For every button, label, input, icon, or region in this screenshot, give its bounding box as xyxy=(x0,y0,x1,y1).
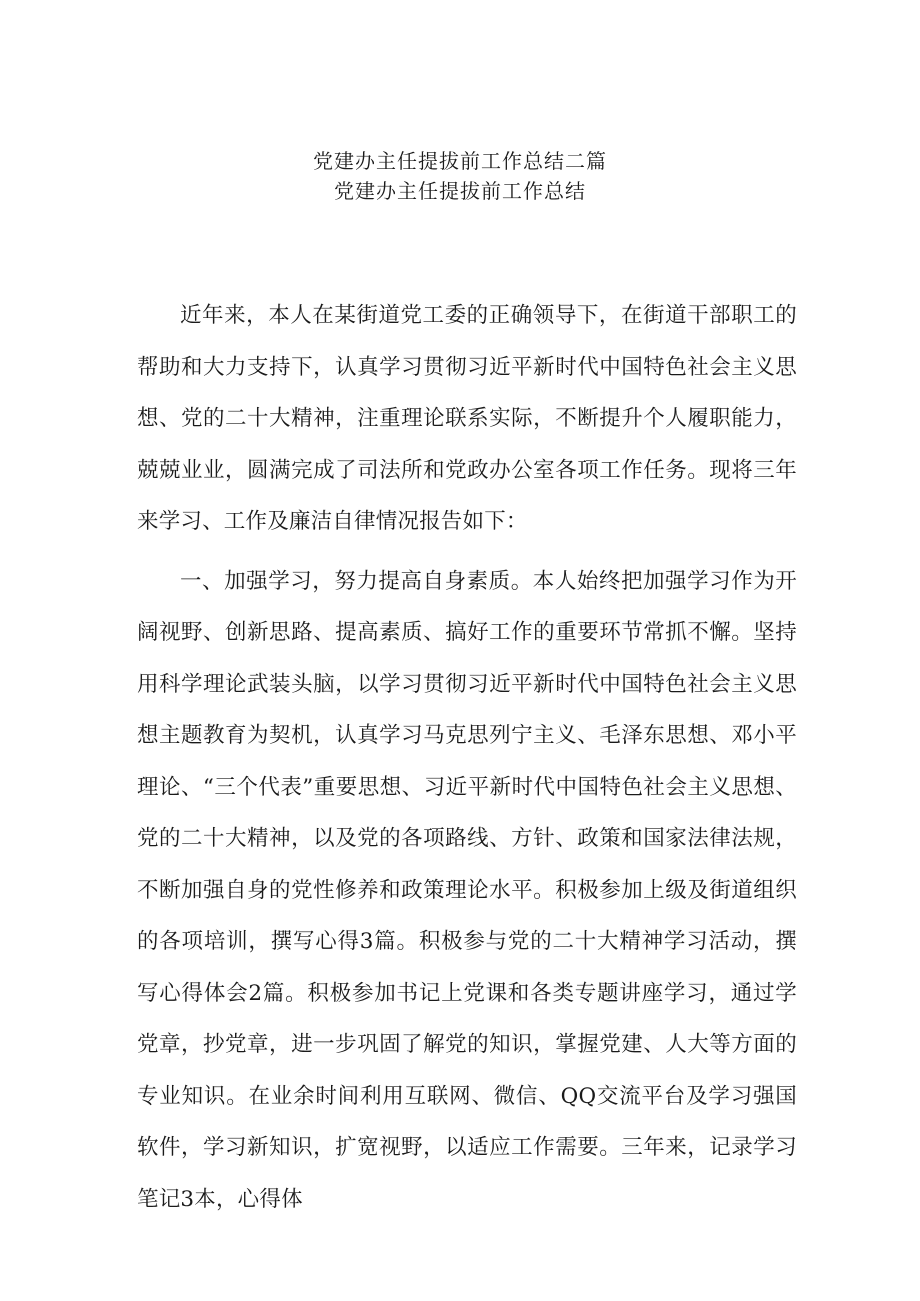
paragraph-intro: 近年来，本人在某街道党工委的正确领导下，在街道干部职工的帮助和大力支持下，认真学习贯彻习近平新时代中国特色社会主义思想、党的二十大精神，注重理论联系实际，不断提升个人履职能力，兢兢业业，圆满完成了司法所和党政办公室各项工作任务。现将三年来学习、工作及廉洁自律情况报告如下： xyxy=(137,303,797,534)
document-subtitle: 党建办主任提拔前工作总结 xyxy=(334,179,586,203)
paragraph-section-one: 一、加强学习，努力提高自身素质。本人始终把加强学习作为开阔视野、创新思路、提高素质、搞好工作的重要环节常抓不懈。坚持用科学理论武装头脑，以学习贯彻习近平新时代中国特色社会主义思想主题教育为契机，认真学习马克思列宁主义、毛泽东思想、邓小平理论、“三个代表”重要思想、习近平新时代中国特色社会主义思想、党的二十大精神，以及党的各项路线、方针、政策和国家法律法规，不断加强自身的党性修养和政策理论水平。积极参加上级及街道组织的各项培训，撰写心得3篇。积极参与党的二十大精神学习活动，撰写心得体会2篇。积极参加书记上党课和各类专题讲座学习，通过学党章，抄党章，进一步巩固了解党的知识，掌握党建、人大等方面的专业知识。在业余时间利用互联网、微信、QQ交流平台及学习强国软件，学习新知识，扩宽视野，以适应工作需要。三年来，记录学习笔记3本，心得体 xyxy=(137,568,797,1212)
title-block xyxy=(0,146,920,206)
document-body xyxy=(137,290,797,1225)
document-title: 党建办主任提拔前工作总结二篇 xyxy=(313,149,607,173)
